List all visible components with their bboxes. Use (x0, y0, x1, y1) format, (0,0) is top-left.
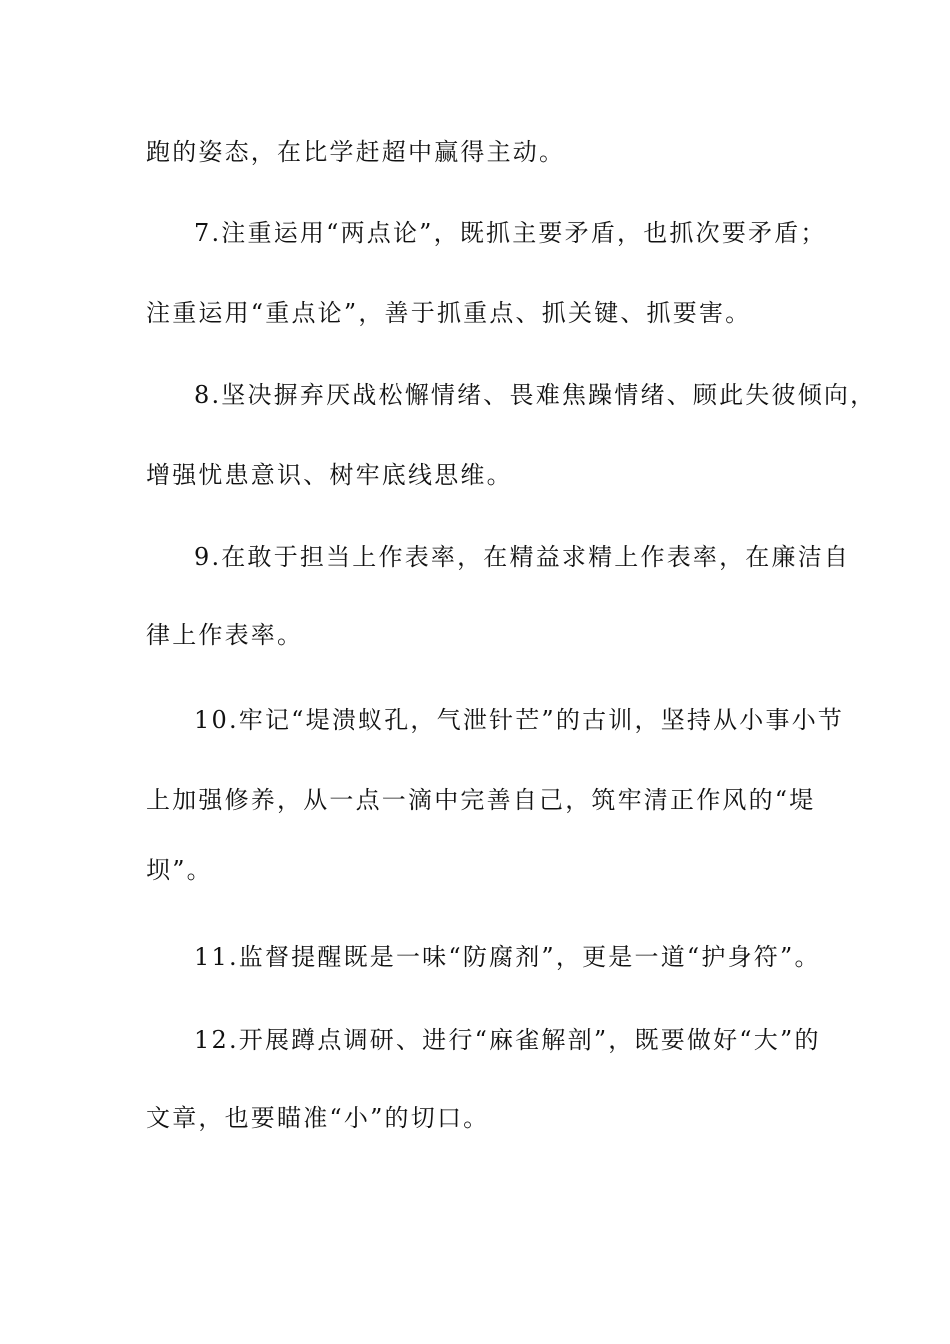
item-10-line-1: 10.牢记“堤溃蚁孔，气泄针芒”的古训，坚持从小事小节 (194, 706, 845, 734)
item-12-line-2: 文章，也要瞄准“小”的切口。 (146, 1104, 490, 1132)
item-10-line-3: 坝”。 (146, 856, 213, 884)
item-12-line-1: 12.开展蹲点调研、进行“麻雀解剖”，既要做好“大”的 (194, 1026, 821, 1054)
item-9-line-1: 9.在敢于担当上作表率，在精益求精上作表率，在廉洁自 (194, 543, 851, 571)
item-9-line-2: 律上作表率。 (146, 621, 304, 649)
item-10-line-2: 上加强修养，从一点一滴中完善自己，筑牢清正作风的“堤 (146, 786, 816, 814)
text-line: 跑的姿态，在比学赶超中赢得主动。 (146, 138, 566, 166)
item-8-line-1: 8.坚决摒弃厌战松懈情绪、畏难焦躁情绪、顾此失彼倾向， (194, 381, 877, 409)
item-8-line-2: 增强忧患意识、树牢底线思维。 (146, 461, 513, 489)
item-7-line-2: 注重运用“重点论”，善于抓重点、抓关键、抓要害。 (146, 299, 752, 327)
item-11-line-1: 11.监督提醒既是一味“防腐剂”，更是一道“护身符”。 (194, 943, 821, 971)
item-7-line-1: 7.注重运用“两点论”，既抓主要矛盾，也抓次要矛盾； (194, 219, 827, 247)
